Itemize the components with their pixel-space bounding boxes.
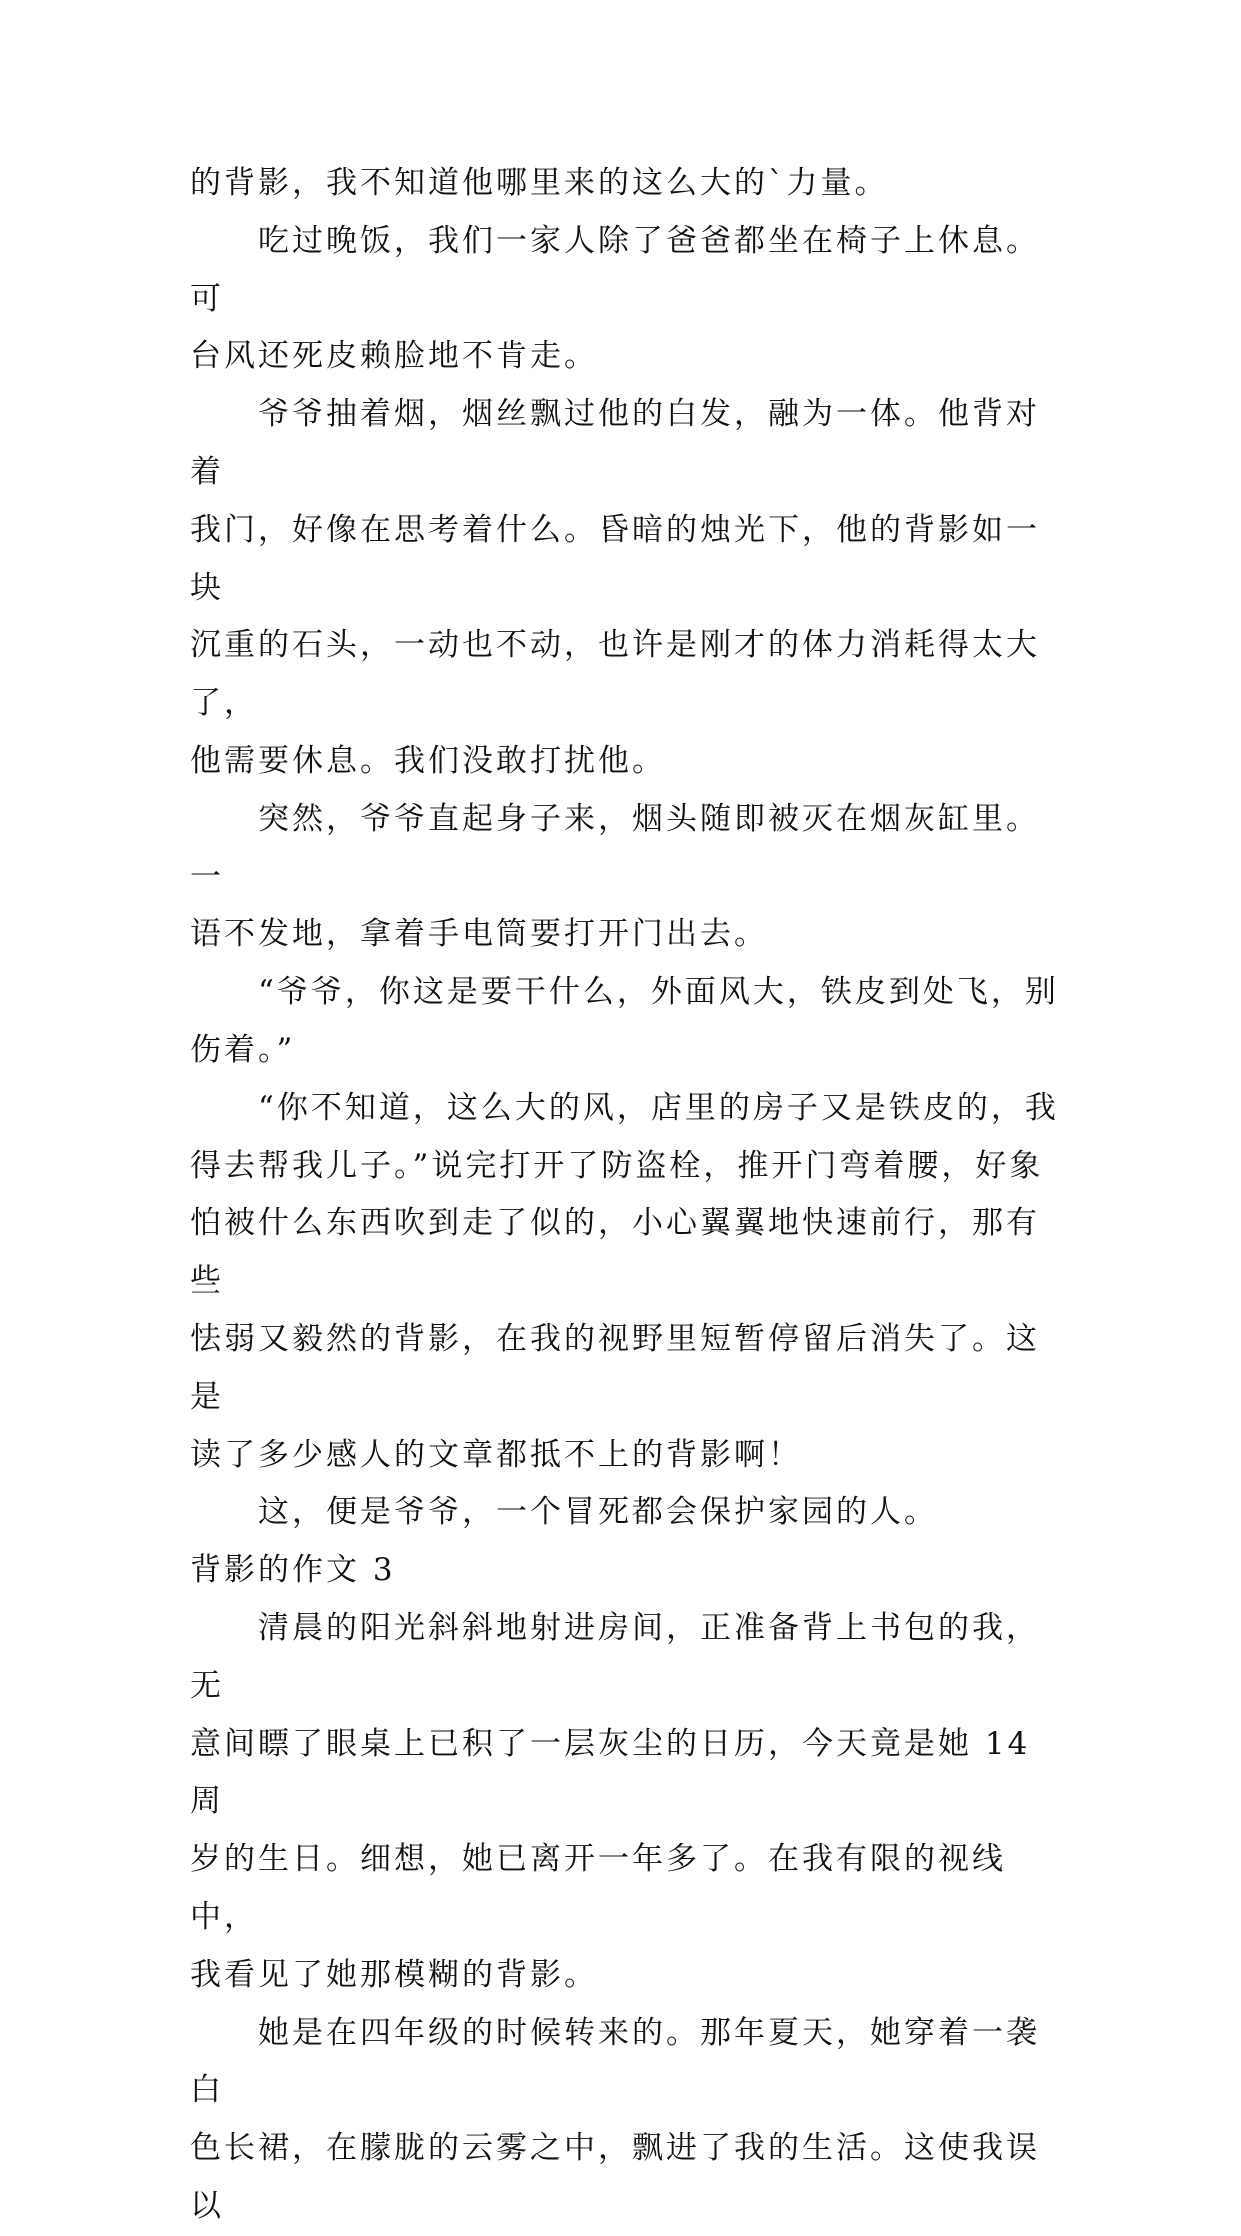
paragraph-conclusion: 这，便是爷爷，一个冒死都会保护家园的人。 bbox=[190, 1494, 938, 1531]
paragraph-dialogue-answer: “你不知道，这么大的风，店里的房子又是铁皮的，我 得去帮我儿子。”说完打开了防盗栓，推开门弯着腰，好象 怕被什么东西吹到走了似的，小心翼翼地快速前行，那有些 怯弱又毅然的背影，在我的视野里短暂停留后消失了。这是 读了多少感人的文章都抵不上的背影啊！ bbox=[190, 1089, 1059, 1473]
paragraph-fourth-grade: 她是在四年级的时候转来的。那年夏天，她穿着一袭白 色长裙，在朦胧的云雾之中，飘进了我的生活。这使我误以 bbox=[190, 2014, 1040, 2224]
section-title: 背影的作文 3 bbox=[190, 1552, 396, 1589]
paragraph-dialogue-question: “爷爷，你这是要干什么，外面风大，铁皮到处飞，别 伤着。” bbox=[190, 974, 1059, 1068]
document-body bbox=[190, 155, 1060, 2236]
paragraph-continuation: 的背影，我不知道他哪里来的这么大的`力量。 bbox=[190, 165, 889, 201]
paragraph-grandpa-smoking: 爷爷抽着烟，烟丝飘过他的白发，融为一体。他背对着 我门，好像在思考着什么。昏暗的烛光下，他的背影如一块 沉重的石头，一动也不动，也许是刚才的体力消耗得太大了， 他需要休息。我们没敢打扰他。 bbox=[190, 396, 1040, 779]
paragraph-morning: 清晨的阳光斜斜地射进房间，正准备背上书包的我，无 意间瞟了眼桌上已积了一层灰尘的日历，今天竟是她 14 周 岁的生日。细想，她已离开一年多了。在我有限的视线中， 我看见了她那模糊的背影。 bbox=[190, 1609, 1040, 1993]
paragraph-grandpa-rises: 突然，爷爷直起身子来，烟头随即被灭在烟灰缸里。一 语不发地，拿着手电筒要打开门出去。 bbox=[190, 800, 1040, 953]
paragraph-dinner: 吃过晚饭，我们一家人除了爸爸都坐在椅子上休息。可 台风还死皮赖脸地不肯走。 bbox=[190, 222, 1040, 375]
